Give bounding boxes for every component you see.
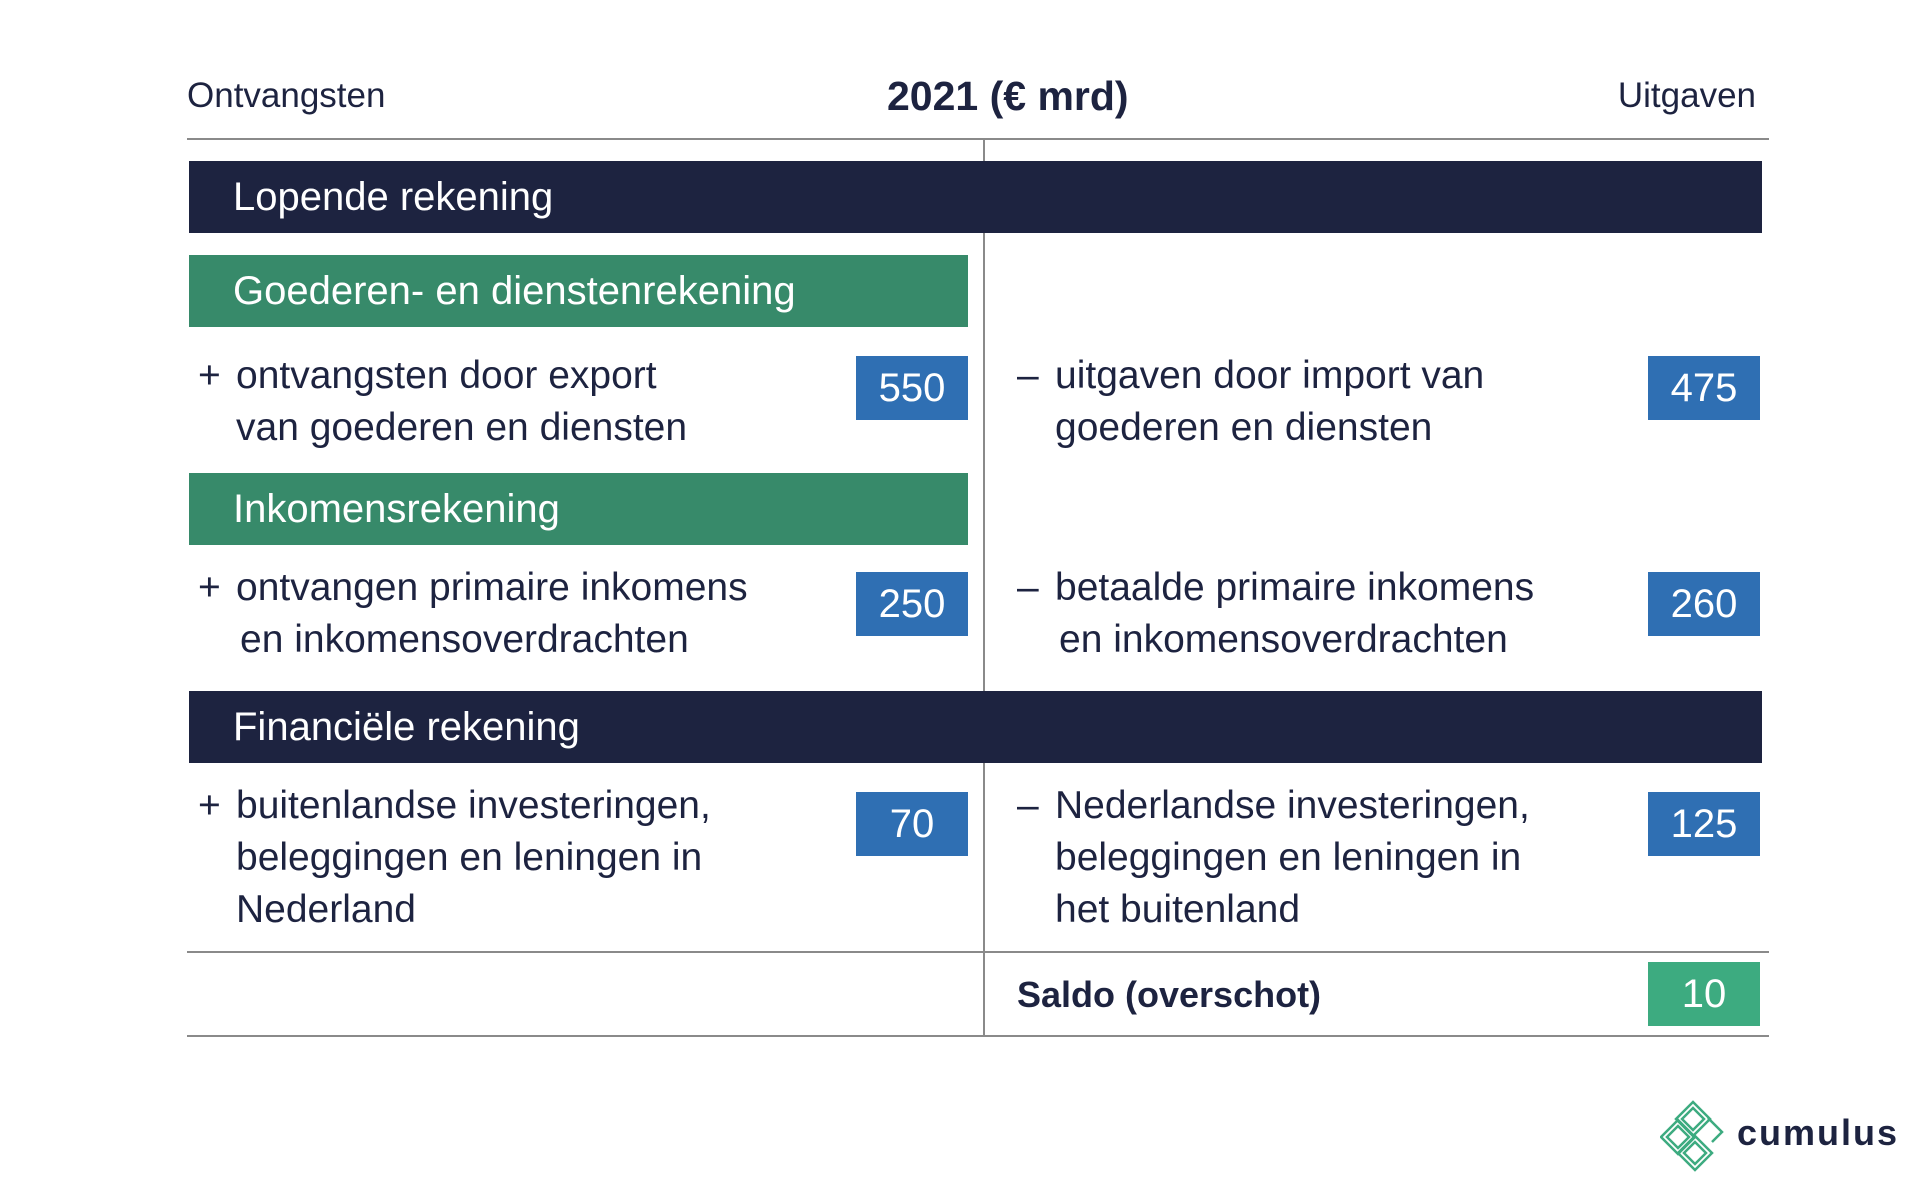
row-income-paid-line2: en inkomensoverdrachten (1059, 618, 1508, 661)
section-goods-services (189, 255, 968, 327)
cumulus-logo-icon (1660, 1098, 1726, 1174)
row-export-line1: ontvangsten door export (236, 354, 657, 397)
minus-sign: – (1017, 354, 1039, 397)
plus-sign: + (198, 566, 221, 609)
row-income-paid (1017, 562, 1617, 666)
top-divider (187, 138, 1769, 140)
value-import: 475 (1648, 356, 1760, 420)
row-dutch-investments (1017, 780, 1617, 936)
bottom-divider (187, 1035, 1769, 1037)
section-income-label: Inkomensrekening (233, 486, 560, 531)
page-title: 2021 (€ mrd) (887, 73, 1129, 119)
saldo-label: Saldo (overschot) (1017, 974, 1322, 1015)
row-foreign-investments-line2: beleggingen en leningen in (236, 836, 703, 879)
cumulus-logo-text: cumulus (1737, 1112, 1900, 1153)
row-foreign-investments-line1: buitenlandse investeringen, (236, 784, 711, 827)
header-expenses-label: Uitgaven (1617, 76, 1756, 115)
row-export (198, 350, 838, 454)
row-dutch-investments-line3: het buitenland (1055, 888, 1301, 931)
row-income-paid-line1: betaalde primaire inkomens (1055, 566, 1535, 609)
section-current-account-label: Lopende rekening (233, 174, 554, 219)
header-receipts-label: Ontvangsten (187, 76, 386, 115)
value-dutch-investments: 125 (1648, 792, 1760, 856)
row-income-received-line2: en inkomensoverdrachten (240, 618, 689, 661)
row-income-received (198, 562, 838, 666)
minus-sign: – (1017, 566, 1039, 609)
saldo-top-divider (187, 951, 1769, 953)
section-financial-label: Financiële rekening (233, 704, 580, 749)
value-foreign-investments: 70 (856, 792, 968, 856)
section-income (189, 473, 968, 545)
value-income-received: 250 (856, 572, 968, 636)
row-income-received-line1: ontvangen primaire inkomens (236, 566, 748, 609)
row-export-line2: van goederen en diensten (236, 406, 688, 449)
row-import (1017, 350, 1617, 454)
plus-sign: + (198, 784, 221, 827)
row-foreign-investments-line3: Nederland (236, 888, 416, 931)
row-foreign-investments (198, 780, 838, 936)
minus-sign: – (1017, 784, 1039, 827)
value-saldo: 10 (1648, 962, 1760, 1026)
row-import-line2: goederen en diensten (1055, 406, 1433, 449)
center-divider (983, 139, 985, 1037)
section-current-account (189, 161, 1762, 233)
row-dutch-investments-line1: Nederlandse investeringen, (1055, 784, 1530, 827)
row-dutch-investments-line2: beleggingen en leningen in (1055, 836, 1522, 879)
plus-sign: + (198, 354, 221, 397)
row-import-line1: uitgaven door import van (1055, 354, 1485, 397)
section-financial (189, 691, 1762, 763)
value-income-paid: 260 (1648, 572, 1760, 636)
value-export: 550 (856, 356, 968, 420)
section-goods-services-label: Goederen- en dienstenrekening (233, 268, 796, 313)
